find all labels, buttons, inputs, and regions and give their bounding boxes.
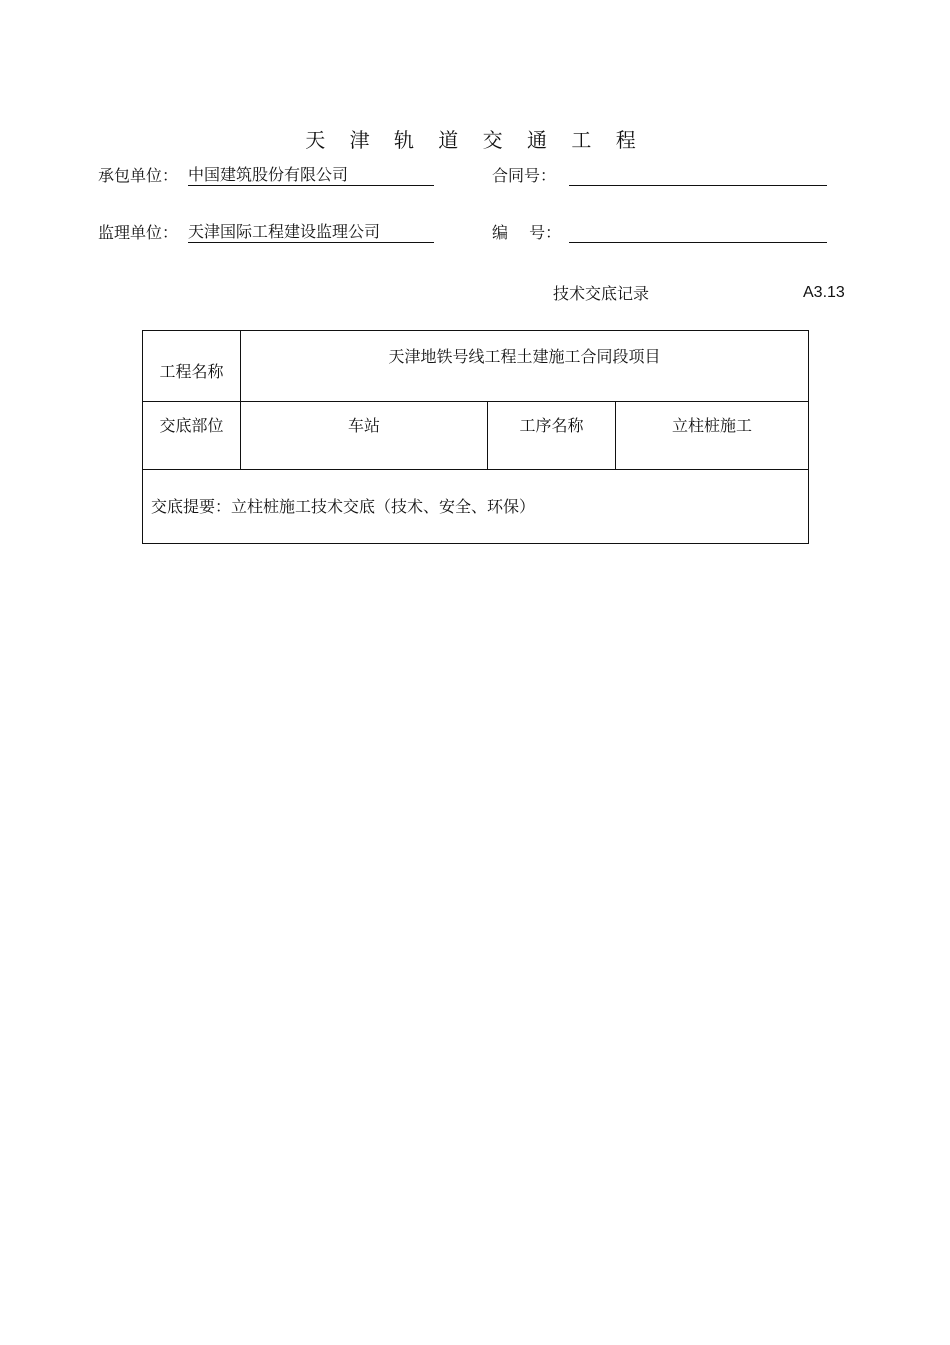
table-row <box>143 402 809 470</box>
summary-label: 交底提要： <box>151 496 232 516</box>
table-row <box>143 331 809 402</box>
summary-cell <box>143 470 809 544</box>
process-label-cell <box>488 402 616 470</box>
summary-value: 立柱桩施工技术交底（技术、安全、环保） <box>231 496 536 516</box>
supervisor-label: 监理单位： <box>98 223 179 242</box>
serial-no-field <box>569 222 827 243</box>
record-title: 技术交底记录 <box>553 284 650 303</box>
table-row <box>143 470 809 544</box>
disclosure-table <box>142 330 809 544</box>
process-value-cell <box>616 402 809 470</box>
serial-no-label: 编 号： <box>492 223 562 242</box>
location-value: 车站 <box>347 416 380 435</box>
location-label: 交底部位 <box>159 416 224 435</box>
location-value-cell <box>241 402 488 470</box>
contractor-field <box>188 165 434 186</box>
page-title: 天 津 轨 道 交 通 工 程 <box>305 128 645 152</box>
contractor-label: 承包单位： <box>98 166 179 185</box>
contract-no-field <box>569 165 827 186</box>
process-value: 立柱桩施工 <box>672 416 753 435</box>
form-code: A3.13 <box>803 284 845 301</box>
process-label: 工序名称 <box>519 416 584 435</box>
project-name-value: 天津地铁号线工程土建施工合同段项目 <box>388 347 661 366</box>
project-name-value-cell <box>241 331 809 402</box>
supervisor-field <box>188 222 434 243</box>
supervisor-value: 天津国际工程建设监理公司 <box>188 222 381 241</box>
contract-no-label: 合同号： <box>492 166 557 185</box>
location-label-cell <box>143 402 241 470</box>
project-name-label: 工程名称 <box>159 361 224 381</box>
project-name-label-cell <box>143 331 241 402</box>
contractor-value: 中国建筑股份有限公司 <box>188 165 349 184</box>
